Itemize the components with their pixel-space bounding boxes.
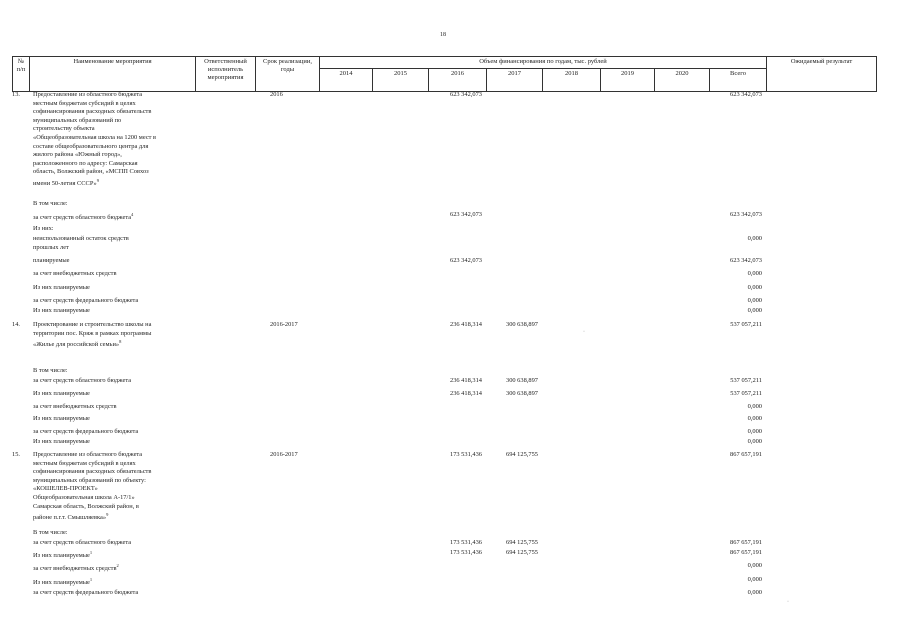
amount-2016: 236 418,314 xyxy=(450,377,482,384)
footnote-ref: 9 xyxy=(106,512,109,518)
amount-2016: 623 342,073 xyxy=(450,211,482,218)
period-cell: 2016 xyxy=(270,91,283,98)
period-cell: 2016-2017 xyxy=(270,451,298,458)
funding-source-label: Из них планируемые xyxy=(33,307,90,314)
amount-2016: 623 342,073 xyxy=(450,91,482,98)
measure-name-line: софинансирования расходных обязательств xyxy=(33,468,152,476)
measure-name-line: имени 50-летия СССР»$^9$ xyxy=(33,178,99,188)
table-header xyxy=(12,56,877,92)
measure-name-line: расположенного по адресу: Самарская xyxy=(33,159,138,167)
amount-total: 537 057,211 xyxy=(730,390,762,397)
funding-source-label: В том числе: xyxy=(33,529,68,536)
funding-source-label: В том числе: xyxy=(33,367,68,374)
amount-total: 623 342,073 xyxy=(730,257,762,264)
row-number: 13. xyxy=(12,91,20,98)
footnote-ref: 8 xyxy=(119,339,122,345)
amount-total: 867 657,191 xyxy=(730,549,762,556)
funding-source-label: Из них планируемые xyxy=(33,415,90,422)
measure-name-line: неиспользованный остаток средств xyxy=(33,235,129,242)
funding-source-label: за счет средств областного бюджета xyxy=(33,377,132,384)
measure-name-line: жилого района «Южный город», xyxy=(33,151,122,159)
header-name: Наименование мероприятия xyxy=(73,58,152,65)
amount-2016: 623 342,073 xyxy=(450,257,482,264)
header-year-2014: 2014 xyxy=(339,70,353,77)
funding-source-label: за счет внебюджетных средств xyxy=(33,270,117,277)
scan-mark: · xyxy=(583,329,585,335)
header-num: № п/п xyxy=(16,58,26,73)
amount-2017: 300 638,897 xyxy=(506,377,538,384)
footnote-ref: 4 xyxy=(131,212,134,217)
measure-name-line: Самарская область, Волжский район, в xyxy=(33,502,139,510)
header-year-2015: 2015 xyxy=(394,70,407,77)
funding-source-label: за счет внебюджетных средств xyxy=(33,403,117,410)
funding-source-label: Из них: xyxy=(33,225,54,232)
header-year-2020: 2020 xyxy=(675,70,689,77)
amount-total: 0,000 xyxy=(747,307,762,314)
funding-source-label: Из них планируемые xyxy=(33,284,90,291)
amount-2016: 236 418,314 xyxy=(450,321,482,328)
header-year-2019: 2019 xyxy=(621,70,634,77)
amount-total: 0,000 xyxy=(747,270,762,277)
amount-total: 0,000 xyxy=(747,297,762,304)
row-number: 14. xyxy=(12,321,20,328)
measure-name-line: строительству объекта xyxy=(33,125,95,133)
header-year-2017: 2017 xyxy=(508,70,521,77)
scan-mark: · xyxy=(787,599,789,605)
measure-name-line: прошлых лет xyxy=(33,243,69,251)
footnote-ref: 9 xyxy=(96,178,99,183)
amount-total: 0,000 xyxy=(747,576,762,583)
funding-source-label: Из них планируемые$^1$ xyxy=(33,577,93,587)
row-number: 15. xyxy=(12,451,20,458)
measure-name-line: «КОШЕЛЕВ-ПРОЕКТ» xyxy=(33,485,98,493)
amount-2017: 300 638,897 xyxy=(506,321,538,328)
funding-source-label: Из них планируемые xyxy=(33,390,90,397)
funding-source-label: за счет средств областного бюджета$^4$ xyxy=(33,212,134,222)
funding-source-label: Из них планируемые$^1$ xyxy=(33,550,93,560)
header-total: Всего xyxy=(730,70,746,77)
header-responsible: Ответственный исполнитель мероприятия xyxy=(204,58,247,81)
header-year-2018: 2018 xyxy=(565,70,578,77)
measure-name-line: Общеобразовательная школа А-17/1» xyxy=(33,494,135,501)
amount-total: 0,000 xyxy=(747,415,762,422)
amount-total: 0,000 xyxy=(747,284,762,291)
funding-source-label: за счет внебюджетных средств$^2$ xyxy=(33,563,119,573)
measure-name-line: территории пос. Кряж в рамках программы xyxy=(33,329,152,337)
amount-2017: 300 638,897 xyxy=(506,390,538,397)
header-period: Срок реализации, годы xyxy=(262,58,312,73)
amount-2016: 236 418,314 xyxy=(450,390,482,397)
funding-source-label: за счет средств областного бюджета xyxy=(33,539,132,546)
amount-total: 623 342,073 xyxy=(730,211,762,218)
measure-name-line: Предоставление из областного бюджета xyxy=(33,91,143,98)
amount-total: 0,000 xyxy=(747,562,762,569)
measure-name-line: Предоставление из областного бюджета xyxy=(33,451,143,458)
amount-total: 0,000 xyxy=(747,403,762,410)
measure-name-line: «Жилье для российской семьи»$^8$ xyxy=(33,339,122,349)
amount-total: 0,000 xyxy=(747,438,762,445)
amount-total: 537 057,211 xyxy=(730,377,762,384)
measure-name-line: составе общеобразовательного центра для xyxy=(33,142,149,150)
footnote-ref: 1 xyxy=(89,577,93,582)
footnote-ref: 2 xyxy=(116,563,119,568)
amount-total: 0,000 xyxy=(747,235,762,242)
amount-2017: 694 125,755 xyxy=(506,549,538,556)
measure-name-line: районе п.г.т. Смышляевка»$^9$ xyxy=(33,512,109,522)
header-result: Ожидаемый результат xyxy=(790,58,853,65)
funding-source-label: за счет средств федерального бюджета xyxy=(33,589,139,596)
measure-name-line: муниципальных образований по xyxy=(33,116,122,124)
measure-name-line: местным бюджетам субсидий в целях xyxy=(33,99,136,107)
measure-name-line: область, Волжский район, «МСПП Совхоз xyxy=(33,168,149,176)
amount-total: 867 657,191 xyxy=(730,451,762,458)
amount-2016: 173 531,436 xyxy=(450,451,482,458)
funding-source-label: за счет средств федерального бюджета xyxy=(33,428,139,435)
amount-2016: 173 531,436 xyxy=(450,549,482,556)
funding-source-label: Из них планируемые xyxy=(33,438,90,445)
header-funding: Объем финансирования по годам, тыс. рублей xyxy=(479,58,607,65)
amount-total: 0,000 xyxy=(747,428,762,435)
funding-source-label: планируемые xyxy=(33,257,70,264)
measure-name-line: «Общеобразовательная школа на 1200 мест в xyxy=(33,134,157,141)
header-year-2016: 2016 xyxy=(451,70,464,77)
amount-total: 537 057,211 xyxy=(730,321,762,328)
period-cell: 2016-2017 xyxy=(270,321,298,328)
amount-2017: 694 125,755 xyxy=(506,539,538,546)
amount-2017: 694 125,755 xyxy=(506,451,538,458)
funding-source-label: В том числе: xyxy=(33,200,68,207)
amount-total: 0,000 xyxy=(747,589,762,596)
measure-name-line: местным бюджетам субсидий в целях xyxy=(33,459,136,467)
amount-2016: 173 531,436 xyxy=(450,539,482,546)
measure-name-line: софинансирования расходных обязательств xyxy=(33,108,152,116)
amount-total: 867 657,191 xyxy=(730,539,762,546)
funding-source-label: за счет средств федерального бюджета xyxy=(33,297,139,304)
measure-name-line: муниципальных образований по объекту: xyxy=(33,476,146,484)
amount-total: 623 342,073 xyxy=(730,91,762,98)
page-number: 18 xyxy=(440,32,446,38)
footnote-ref: 1 xyxy=(89,550,93,555)
measure-name-line: Проектирование и строительство школы на xyxy=(33,321,152,328)
